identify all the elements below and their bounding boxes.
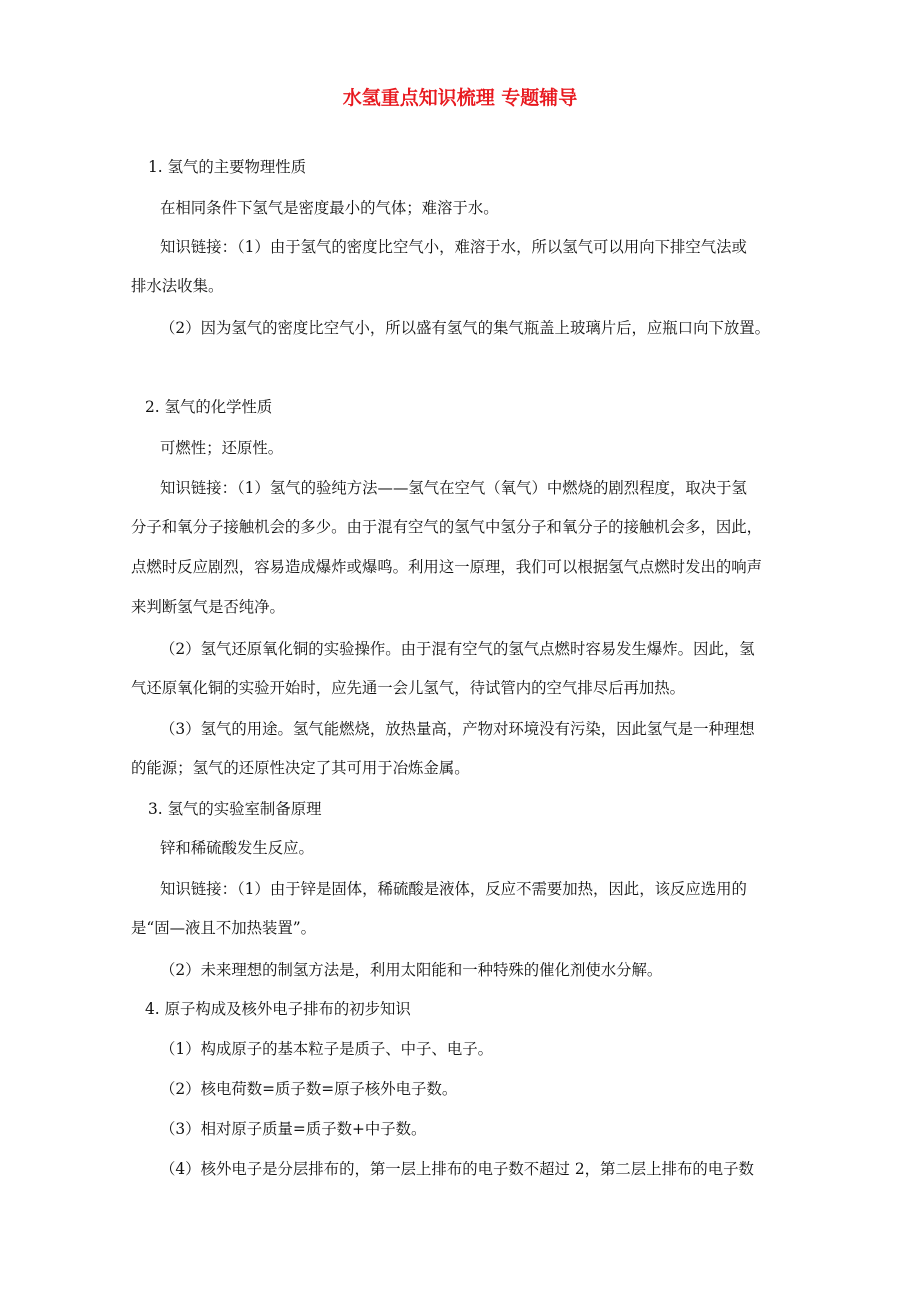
paragraph-line: 分子和氧分子接触机会的多少。由于混有空气的氢气中氢分子和氧分子的接触机会多，因此， [131,518,763,536]
section-heading-4: 4. 原子构成及核外电子排布的初步知识 [145,1000,411,1018]
paragraph-line: 知识链接：（1）由于锌是固体，稀硫酸是液体，反应不需要加热，因此，该反应选用的 [160,880,747,898]
paragraph-line: 的能源；氢气的还原性决定了其可用于冶炼金属。 [131,759,470,777]
paragraph-line: （2）因为氢气的密度比空气小，所以盛有氢气的集气瓶盖上玻璃片后，应瓶口向下放置。 [160,319,771,337]
section-heading-3: 3. 氢气的实验室制备原理 [148,800,322,818]
section-heading-1: 1. 氢气的主要物理性质 [148,158,307,176]
paragraph-line: 排水法收集。 [131,277,224,295]
paragraph-line: 可燃性；还原性。 [160,439,284,457]
paragraph-line: 气还原氧化铜的实验开始时，应先通一会儿氢气，待试管内的空气排尽后再加热。 [131,679,686,697]
paragraph-line: （2）氢气还原氧化铜的实验操作。由于混有空气的氢气点燃时容易发生爆炸。因此，氢 [160,640,755,658]
paragraph-line: 知识链接：（1）由于氢气的密度比空气小，难溶于水，所以氢气可以用向下排空气法或 [160,238,747,256]
paragraph-line: 是“固—液且不加热装置”。 [131,919,317,937]
paragraph-line: 在相同条件下氢气是密度最小的气体；难溶于水。 [160,199,499,217]
paragraph-line: （3）氢气的用途。氢气能燃烧，放热量高，产物对环境没有污染，因此氢气是一种理想 [160,720,755,738]
paragraph-line: （2）核电荷数=质子数=原子核外电子数。 [160,1080,458,1098]
document-title: 水氢重点知识梳理 专题辅导 [342,87,578,109]
section-heading-2: 2. 氢气的化学性质 [145,398,273,416]
paragraph-line: 锌和稀硫酸发生反应。 [160,839,314,857]
paragraph-line: 点燃时反应剧烈，容易造成爆炸或爆鸣。利用这一原理，我们可以根据氢气点燃时发出的响声 [131,558,763,576]
paragraph-line: 知识链接：（1）氢气的验纯方法——氢气在空气（氧气）中燃烧的剧烈程度，取决于氢 [160,479,747,497]
paragraph-line: （4）核外电子是分层排布的，第一层上排布的电子数不超过 2，第二层上排布的电子数 [160,1160,754,1178]
paragraph-line: （2）未来理想的制氢方法是，利用太阳能和一种特殊的催化剂使水分解。 [160,961,663,979]
paragraph-line: （3）相对原子质量=质子数+中子数。 [160,1120,427,1138]
paragraph-line: 来判断氢气是否纯净。 [131,598,285,616]
paragraph-line: （1）构成原子的基本粒子是质子、中子、电子。 [160,1040,493,1058]
